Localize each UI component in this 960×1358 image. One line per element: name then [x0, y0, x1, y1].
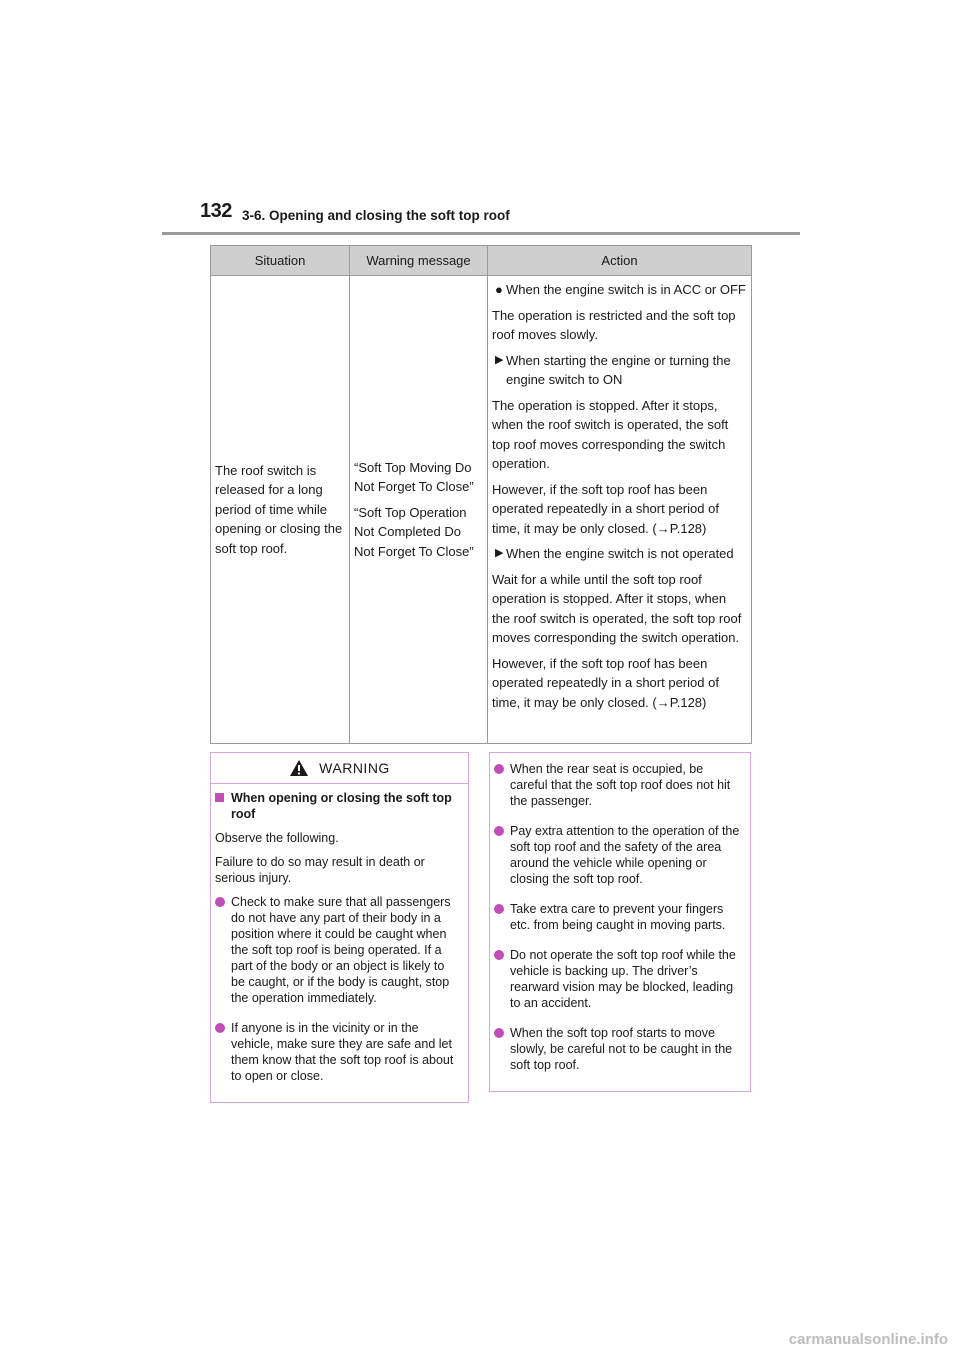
bullet-dot-icon — [494, 764, 504, 774]
bullet-dot-icon — [215, 897, 225, 907]
warning-header — [211, 753, 468, 784]
warning-triangle-icon — [289, 759, 309, 777]
header-rule — [162, 232, 800, 235]
bullet-dot-icon — [215, 1023, 225, 1033]
action-subcondition-not-operated: ▶ When the engine switch is not operated — [492, 544, 747, 564]
warning-message-cell — [350, 276, 488, 744]
table-row — [211, 276, 752, 744]
warning-intro: Failure to do so may result in death or serious injury. — [215, 855, 425, 885]
triangle-right-icon: ▶ — [495, 547, 504, 559]
warning-bullet: Pay extra attention to the operation of the soft top roof and the safety of the area around the vehicle while opening or closing the soft top roof. — [494, 823, 742, 887]
warning-title: WARNING — [319, 760, 390, 776]
bullet-dot-icon — [494, 904, 504, 914]
bullet-dot-icon — [494, 950, 504, 960]
section-title: 3-6. Opening and closing the soft top roof — [242, 208, 510, 223]
action-subcondition-starting: ▶ When starting the engine or turning the engine switch to ON — [495, 352, 731, 387]
bullet-dot-icon — [494, 826, 504, 836]
warning-bullet: When the soft top roof starts to move slowly, be careful not to be caught in the soft top roof. — [494, 1025, 742, 1073]
action-condition-acc-off: ● When the engine switch is in ACC or OFF — [492, 280, 747, 300]
warning-bullet: If anyone is in the vicinity or in the vehicle, make sure they are safe and let them know that the soft top roof is about to open or close. — [215, 1020, 460, 1084]
column-header-situation: Situation — [211, 246, 350, 276]
watermark: carmanualsonline.info — [788, 1331, 948, 1348]
column-header-action: Action — [488, 246, 752, 276]
warning-heading: When opening or closing the soft top roof — [215, 790, 460, 822]
warning-intro: Observe the following. — [215, 831, 339, 845]
bullet-dot-icon: ● — [495, 282, 503, 297]
action-paragraph: However, if the soft top roof has been operated repeatedly in a short period of time, it may be only closed. (→P.128) — [492, 481, 719, 536]
warning-message-2: “Soft Top Operation Not Completed Do Not Forget To Close” — [354, 504, 474, 559]
warning-box-right — [489, 752, 751, 1092]
column-header-warning-message: Warning message — [350, 246, 488, 276]
action-paragraph: The operation is stopped. After it stops, when the roof switch is operated, the soft top roof moves corresponding the switch operation. — [492, 397, 729, 471]
action-cell — [488, 276, 752, 744]
warning-bullet: Take extra care to prevent your fingers etc. from being caught in moving parts. — [494, 901, 742, 933]
situation-cell: The roof switch is released for a long period of time while opening or closing the soft top roof. — [211, 276, 350, 744]
warning-bullet: Check to make sure that all passengers do not have any part of their body in a position where it could be caught when the soft top roof is being operated. If a part of the body or an object is likely to be caught, or if the body is caught, stop the operation immediately. — [215, 894, 460, 1006]
action-paragraph: However, if the soft top roof has been operated repeatedly in a short period of time, it may be only closed. (→P.128) — [492, 655, 719, 710]
triangle-right-icon: ▶ — [495, 353, 504, 366]
warning-bullet: Do not operate the soft top roof while the vehicle is backing up. The driver’s rearward vision may be blocked, leading to an accident. — [494, 947, 742, 1011]
warning-bullet: When the rear seat is occupied, be careful that the soft top roof does not hit the passenger. — [494, 761, 742, 809]
warning-message-1: “Soft Top Moving Do Not Forget To Close” — [354, 459, 474, 495]
table-header-row — [211, 246, 752, 276]
action-paragraph: The operation is restricted and the soft top roof moves slowly. — [492, 307, 736, 342]
page-number: 132 — [200, 200, 232, 222]
warning-box-left — [210, 752, 469, 1103]
action-paragraph: Wait for a while until the soft top roof operation is stopped. After it stops, when the roof switch is operated, the soft top roof moves corresponding the switch operation. — [492, 571, 742, 645]
square-bullet-icon — [215, 793, 224, 802]
bullet-dot-icon — [494, 1028, 504, 1038]
warning-message-table — [210, 245, 752, 744]
